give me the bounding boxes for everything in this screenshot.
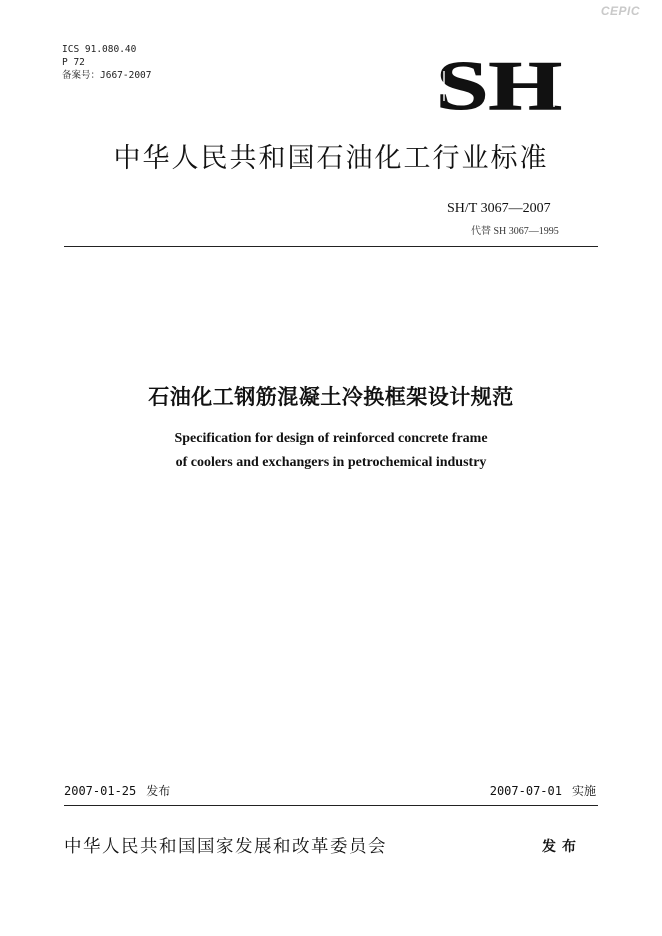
implementation-date: 2007-07-01 — [489, 784, 562, 798]
issue-label: 发布 — [146, 784, 171, 798]
title-english-line-1: Specification for design of reinforced concrete frame — [174, 431, 488, 446]
title-chinese: 石油化工钢筋混凝土冷换框架设计规范 — [148, 385, 514, 409]
implementation-label: 实施 — [571, 784, 596, 798]
sh-logo-text: SH — [436, 57, 562, 115]
issue-info — [64, 782, 170, 799]
replaces-standard: 代替 SH 3067—1995 — [471, 226, 559, 237]
bottom-divider — [64, 805, 598, 806]
issuer-action: 发布 — [542, 839, 582, 855]
top-divider — [64, 246, 598, 247]
watermark: CEPIC — [600, 4, 640, 18]
ics-code: ICS 91.080.40 — [62, 44, 137, 55]
issuer-name: 中华人民共和国国家发展和改革委员会 — [64, 837, 387, 857]
sh-logo — [434, 57, 564, 115]
standard-category: 中华人民共和国石油化工行业标准 — [113, 143, 549, 174]
record-number: 备案号：J667-2007 — [62, 70, 152, 81]
implementation-info — [490, 782, 596, 799]
category-code: P 72 — [62, 57, 85, 68]
issue-date: 2007-01-25 — [64, 784, 137, 798]
standard-number: SH/T 3067—2007 — [447, 201, 551, 216]
title-english-line-2: of coolers and exchangers in petrochemical industry — [175, 455, 487, 470]
